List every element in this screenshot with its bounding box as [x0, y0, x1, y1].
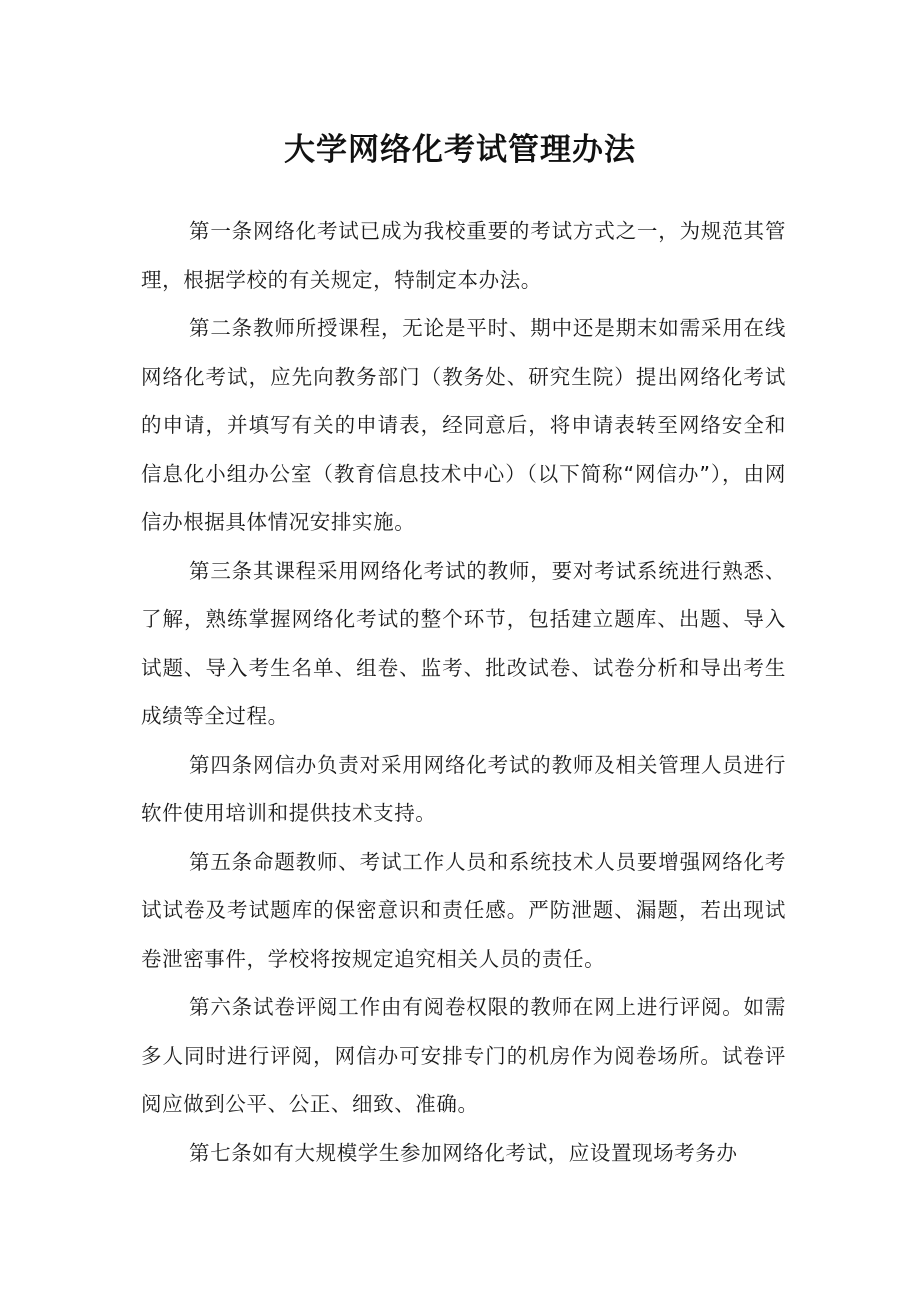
document-title: 大学网络化考试管理办法	[284, 132, 636, 168]
article-2: 第二条教师所授课程，无论是平时、期中还是期末如需采用在线网络化考试，应先向教务部门（教务处、研究生院）提出网络化考试的申请，并填写有关的申请表，经同意后，将申请表转至网络安全和信息化小组办公室（教育信息技术中心）（以下简称“网信办”），由网信办根据具体情况安排实施。	[141, 316, 786, 534]
article-3: 第三条其课程采用网络化考试的教师，要对考试系统进行熟悉、了解，熟练掌握网络化考试的整个环节，包括建立题库、出题、导入试题、导入考生名单、组卷、监考、批改试卷、试卷分析和导出考生成绩等全过程。	[141, 558, 786, 728]
document-body	[141, 207, 786, 1177]
article-5: 第五条命题教师、考试工作人员和系统技术人员要增强网络化考试试卷及考试题库的保密意识和责任感。严防泄题、漏题，若出现试卷泄密事件，学校将按规定追究相关人员的责任。	[141, 849, 786, 971]
article-1: 第一条网络化考试已成为我校重要的考试方式之一，为规范其管理，根据学校的有关规定，特制定本办法。	[141, 219, 786, 292]
article-6: 第六条试卷评阅工作由有阅卷权限的教师在网上进行评阅。如需多人同时进行评阅，网信办可安排专门的机房作为阅卷场所。试卷评阅应做到公平、公正、细致、准确。	[141, 995, 786, 1116]
article-7: 第七条如有大规模学生参加网络化考试，应设置现场考务办	[189, 1140, 738, 1165]
article-4: 第四条网信办负责对采用网络化考试的教师及相关管理人员进行软件使用培训和提供技术支持。	[141, 752, 786, 825]
